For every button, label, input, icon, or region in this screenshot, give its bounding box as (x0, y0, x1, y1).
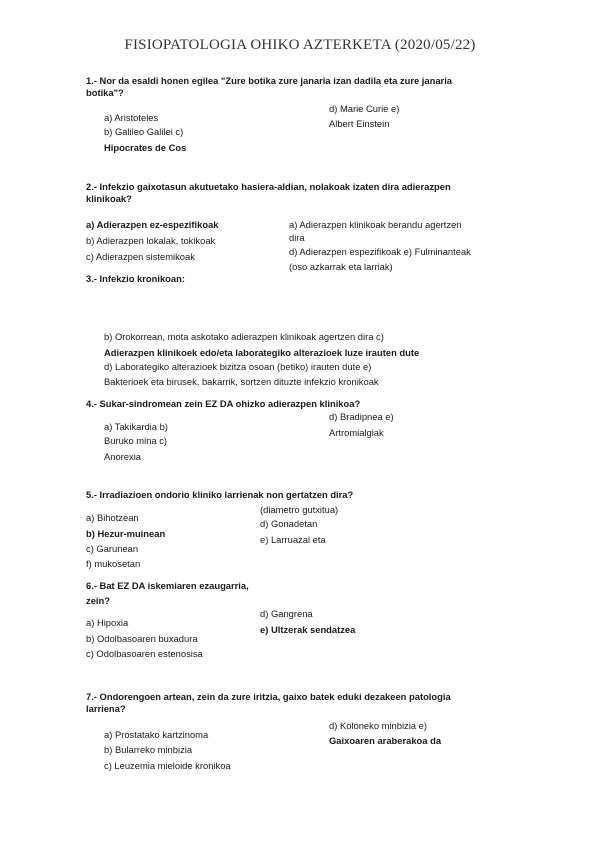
q4-option-e: Artromialgiak (329, 427, 384, 438)
q2-option-a: a) Adierazpen ez-espezifikoak (86, 219, 219, 230)
q5-option-c: c) Garunean (86, 543, 139, 554)
q1-option-a: a) Aristoteles (104, 112, 159, 123)
q4-option-d: d) Bradipnea e) (329, 411, 394, 422)
q3-line-2: Adierazpen klinikoek edo/eta laborategiko alterazioek luze irauten dute (104, 347, 420, 358)
q5-option-a: a) Bihotzean (86, 512, 139, 523)
q1-option-c: Hipocrates de Cos (104, 142, 187, 153)
question-6-line-2: zein? (86, 595, 110, 606)
q7-option-a: a) Prostatako kartzinoma (104, 729, 209, 740)
q5-option-b: b) Hezur-muinean (86, 528, 166, 539)
q2-right-line-1: a) Adierazpen klinikoak berandu agertzen (289, 219, 462, 230)
question-3: 3.- Infekzio kronikoan: (86, 273, 185, 284)
q4-option-c: Anorexia (104, 451, 142, 462)
q6-option-a: a) Hipoxia (86, 617, 129, 628)
q4-option-b: Buruko mina c) (104, 435, 168, 446)
q5-option-f: f) mukosetan (86, 558, 141, 569)
q1-option-d: d) Marie Curie e) (329, 103, 400, 114)
q2-right-line-3: d) Adierazpen espezifikoak e) Fulminanteak (289, 246, 471, 257)
q7-option-b: b) Bularreko minbizia (104, 744, 193, 755)
question-4: 4.- Sukar-sindromean zein EZ DA ohizko adierazpen klinikoa? (86, 398, 361, 409)
q5-option-d: d) Gonadetan (260, 518, 318, 529)
q2-right-line-4: (oso azkarrak eta larriak) (289, 261, 393, 272)
q6-option-b: b) Odolbasoaren buxadura (86, 633, 198, 644)
q1-option-b: b) Galileo Galilei c) (104, 126, 184, 137)
q6-option-d: d) Gangrena (260, 608, 313, 619)
q3-line-3: d) Laborategiko alterazioek bizitza osoan (betiko) irauten dute e) (104, 361, 372, 372)
q3-line-1: b) Orokorrean, mota askotako adierazpen klinikoak agertzen dira c) (104, 331, 384, 342)
question-2: 2.- Infekzio gaixotasun akutuetako hasiera-aldian, nolakoak izaten dira adierazpen klinikoak? (86, 181, 451, 204)
question-1: 1.- Nor da esaldi honen egilea "Zure botika zure janaria izan dadila eta zure janaria botika"? (86, 75, 453, 98)
q2-option-b: b) Adierazpen lokalak, tokikoak (86, 235, 216, 246)
q4-option-a: a) Takikardia b) (104, 421, 168, 432)
q5-right-line-1: (diametro gutxitua) (260, 504, 339, 515)
question-6-line-1: 6.- Bat EZ DA iskemiaren ezaugarria, (86, 580, 249, 591)
q3-line-4: Bakterioek eta birusek, bakarrik, sortzen dituzte infekzio kronikoak (104, 376, 379, 387)
q5-option-e: e) Larruazal eta (260, 534, 326, 545)
q1-option-e: Albert Einstein (329, 118, 390, 129)
q7-option-e: Gaixoaren araberakoa da (329, 735, 442, 746)
q6-option-e: e) Ultzerak sendatzea (260, 624, 356, 635)
q6-option-c: c) Odolbasoaren estenosisa (86, 648, 203, 659)
page-title: FISIOPATOLOGIA OHIKO AZTERKETA (2020/05/22) (124, 37, 476, 53)
question-5: 5.- Irradiazioen ondorio kliniko larrienak non gertatzen dira? (86, 489, 354, 500)
q2-option-c: c) Adierazpen sistemikoak (86, 251, 195, 262)
question-7: 7.- Ondorengoen artean, zein da zure iritzia, gaixo batek eduki dezakeen patologia larriena? (86, 691, 451, 714)
q7-option-c: c) Leuzemia mieloide kronikoa (104, 760, 231, 771)
q2-right-line-2: dira (289, 232, 305, 243)
q7-option-d: d) Koloneko minbizia e) (329, 720, 427, 731)
